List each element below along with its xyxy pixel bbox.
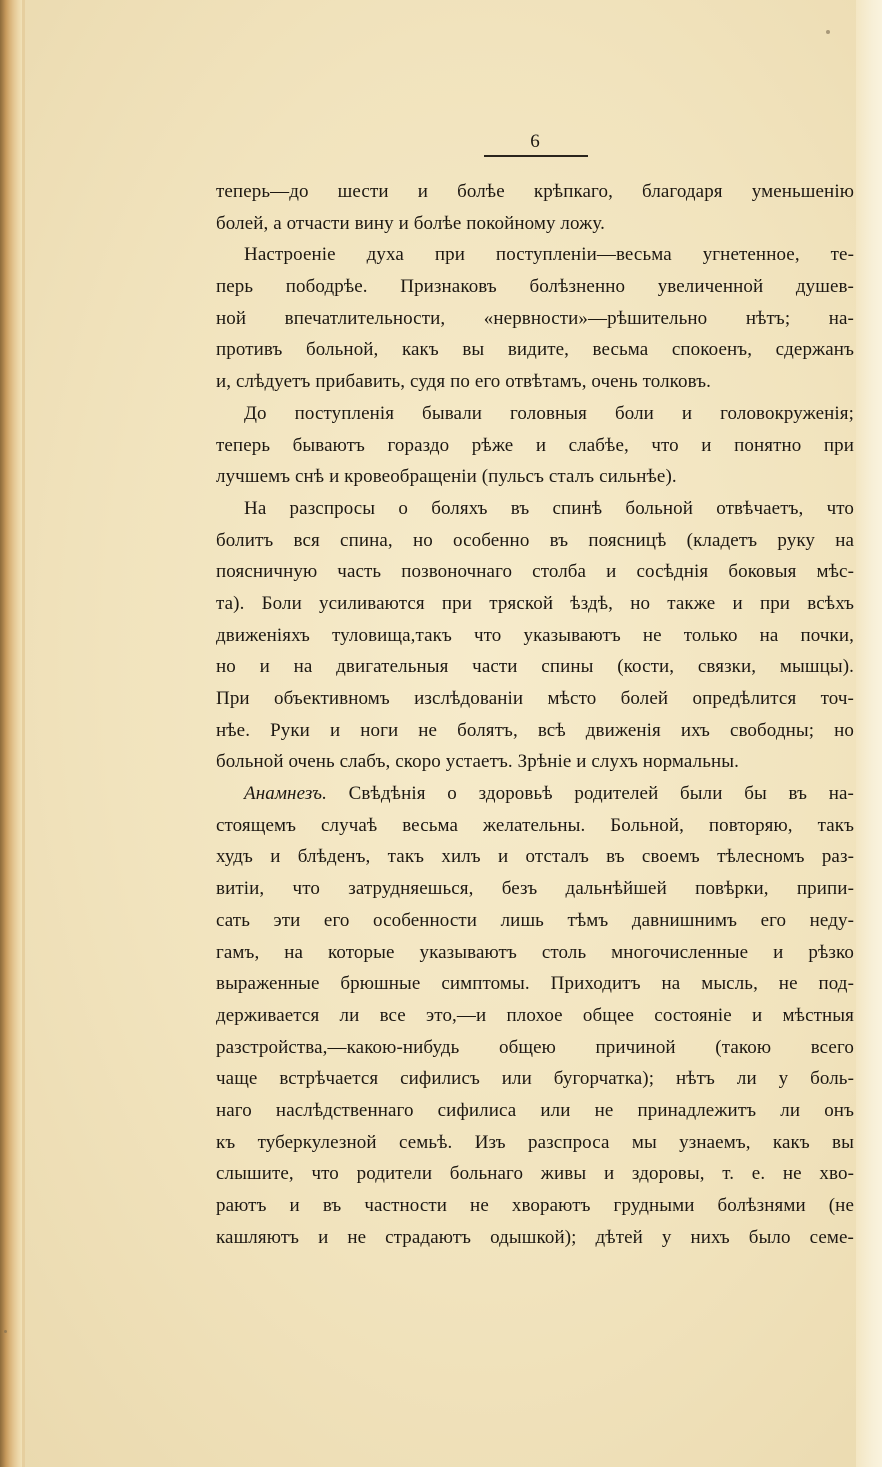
text-line-content: нѣе. Руки и ноги не болятъ, всѣ движенія ихъ свободны; но bbox=[216, 719, 854, 741]
text-line bbox=[216, 937, 854, 969]
text-line bbox=[216, 461, 854, 493]
text-line bbox=[216, 1190, 854, 1222]
text-line-content: гамъ, на которые указываютъ столь многочисленные и рѣзко bbox=[216, 941, 854, 963]
text-line-content: витіи, что затрудняешься, безъ дальнѣйшей повѣрки, припи- bbox=[216, 878, 854, 900]
text-line bbox=[216, 1127, 854, 1159]
text-line bbox=[216, 176, 854, 208]
text-line-content: При объективномъ изслѣдованіи мѣсто болей опредѣлится точ- bbox=[216, 688, 854, 709]
text-line bbox=[216, 873, 854, 905]
text-line bbox=[216, 366, 854, 398]
text-line bbox=[216, 334, 854, 366]
text-line-content: лучшемъ снѣ и кровеобращеніи (пульсъ сталъ сильнѣе). bbox=[216, 466, 677, 488]
text-line-content: слышите, что родители больнаго живы и здоровы, т. е. не хво- bbox=[216, 1163, 854, 1185]
text-line-content: болей, а отчасти вину и болѣе покойному ложу. bbox=[216, 212, 605, 234]
text-line bbox=[216, 556, 854, 588]
text-line-content: противъ больной, какъ вы видите, весьма спокоенъ, сдержанъ bbox=[216, 339, 854, 361]
text-line bbox=[216, 1063, 854, 1095]
text-line bbox=[216, 746, 854, 778]
text-line-content: разстройства,—какою-нибудь общею причиной (такою всего bbox=[216, 1036, 854, 1058]
text-line bbox=[216, 1222, 854, 1254]
text-line bbox=[216, 683, 854, 715]
text-line-content: кашляютъ и не страдаютъ одышкой); дѣтей у нихъ было семе- bbox=[216, 1226, 854, 1248]
text-line-content: теперь бываютъ гораздо рѣже и слабѣе, что и понятно при bbox=[216, 434, 854, 456]
text-line-content: раютъ и въ частности не хвораютъ грудными болѣзнями (не bbox=[216, 1195, 854, 1216]
text-line-content: больной очень слабъ, скоро устаетъ. Зрѣніе и слухъ нормальны. bbox=[216, 751, 739, 773]
text-line-content: перь пободрѣе. Признаковъ болѣзненно увеличенной душев- bbox=[216, 276, 854, 298]
text-line bbox=[216, 715, 854, 747]
page-gutter bbox=[22, 0, 25, 1467]
text-line bbox=[216, 208, 854, 240]
text-line bbox=[216, 841, 854, 873]
text-line bbox=[216, 651, 854, 683]
body-text bbox=[216, 176, 854, 1253]
text-line bbox=[216, 1095, 854, 1127]
text-line bbox=[216, 271, 854, 303]
text-line-content: Настроеніе духа при поступленіи—весьма угнетенное, те- bbox=[244, 244, 854, 266]
text-line bbox=[216, 1000, 854, 1032]
text-line bbox=[216, 588, 854, 620]
text-line-content: Свѣдѣнія о здоровьѣ родителей были бы въ на- bbox=[326, 783, 854, 805]
page-right-margin bbox=[856, 0, 882, 1467]
text-line-content: На разспросы о боляхъ въ спинѣ больной отвѣчаетъ, что bbox=[244, 497, 854, 519]
text-line-content: движеніяхъ туловища,такъ что указываютъ не только на почки, bbox=[216, 624, 854, 646]
text-line bbox=[216, 430, 854, 462]
text-line-content: болитъ вся спина, но особенно въ поясницѣ (кладетъ руку на bbox=[216, 529, 854, 551]
text-line bbox=[216, 810, 854, 842]
text-line-content: держивается ли все это,—и плохое общее состояніе и мѣстныя bbox=[216, 1004, 854, 1026]
text-line bbox=[216, 1158, 854, 1190]
text-line bbox=[216, 239, 854, 271]
paper-speck bbox=[826, 30, 830, 34]
text-line-content: стоящемъ случаѣ весьма желательны. Больной, повторяю, такъ bbox=[216, 814, 854, 836]
text-line-content: ной впечатлительности, «нервности»—рѣшительно нѣтъ; на- bbox=[216, 307, 854, 329]
text-line bbox=[216, 778, 854, 810]
paper-speck bbox=[4, 1330, 7, 1333]
text-line-content: теперь—до шести и болѣе крѣпкаго, благодаря уменьшенію bbox=[216, 181, 854, 202]
text-line-content: худъ и блѣденъ, такъ хилъ и отсталъ въ своемъ тѣлесномъ раз- bbox=[216, 846, 854, 868]
text-line-content: та). Боли усиливаются при тряской ѣздѣ, но также и при всѣхъ bbox=[216, 592, 854, 614]
text-line bbox=[216, 398, 854, 430]
text-line-content: наго наслѣдственнаго сифилиса или не принадлежитъ ли онъ bbox=[216, 1099, 854, 1121]
section-heading-italic: Анамнезъ. bbox=[244, 783, 327, 805]
text-line bbox=[216, 525, 854, 557]
page-number: 6 bbox=[530, 131, 540, 152]
text-line-content: и, слѣдуетъ прибавить, судя по его отвѣтамъ, очень толковъ. bbox=[216, 371, 711, 393]
text-line bbox=[216, 1032, 854, 1064]
book-spine-shadow bbox=[0, 0, 22, 1467]
text-line-content: поясничную часть позвоночнаго столба и сосѣднія боковыя мѣс- bbox=[216, 561, 854, 583]
text-line bbox=[216, 303, 854, 335]
text-line-content: выраженные брюшные симптомы. Приходитъ на мысль, не под- bbox=[216, 973, 854, 995]
text-line-content: До поступленія бывали головныя боли и головокруженія; bbox=[244, 402, 854, 424]
text-line-content: чаще встрѣчается сифилисъ или бугорчатка); нѣтъ ли у боль- bbox=[216, 1068, 854, 1090]
text-line bbox=[216, 905, 854, 937]
text-line-content: къ туберкулезной семьѣ. Изъ разспроса мы узнаемъ, какъ вы bbox=[216, 1131, 854, 1153]
text-line-content: но и на двигательныя части спины (кости, связки, мышцы). bbox=[216, 656, 854, 678]
text-line bbox=[216, 620, 854, 652]
page-number-rule bbox=[484, 155, 588, 157]
text-line-content: сать эти его особенности лишь тѣмъ давнишнимъ его неду- bbox=[216, 909, 854, 931]
text-line bbox=[216, 493, 854, 525]
text-line bbox=[216, 968, 854, 1000]
